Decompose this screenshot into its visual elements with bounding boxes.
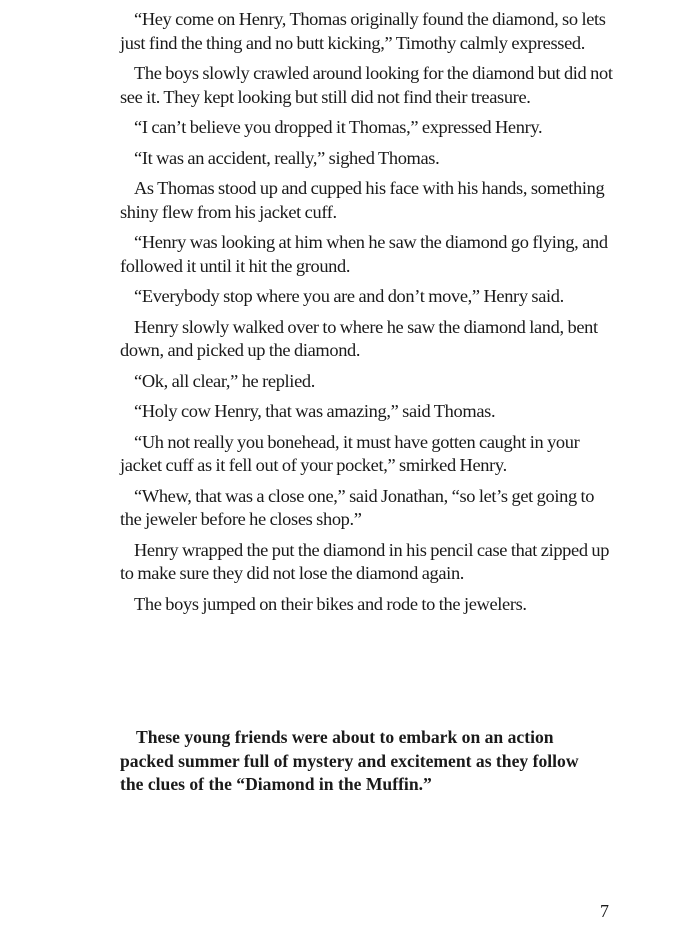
closing-blurb: These young friends were about to embark on an action packed summer full of mystery and excitement as they follow the clues of the “Diamond in the Muffin.” (120, 727, 579, 794)
story-paragraph: Henry wrapped the put the diamond in his pencil case that zipped up to make sure they did not lose the diamond again. (120, 539, 610, 583)
story-paragraph: “It was an accident, really,” sighed Thomas. (134, 147, 440, 168)
story-paragraph: “Whew, that was a close one,” said Jonathan, “so let’s get going to the jeweler before he closes shop.” (120, 485, 595, 529)
story-paragraph: As Thomas stood up and cupped his face with his hands, something shiny flew from his jacket cuff. (120, 178, 605, 222)
story-paragraph: The boys slowly crawled around looking for the diamond but did not see it. They kept looking but still did not find their treasure. (120, 63, 613, 107)
story-paragraph: The boys jumped on their bikes and rode to the jewelers. (134, 593, 527, 614)
story-paragraph: “I can’t believe you dropped it Thomas,” expressed Henry. (134, 117, 543, 137)
story-paragraph: Henry slowly walked over to where he saw the diamond land, bent down, and picked up the diamond. (120, 316, 598, 360)
story-paragraph: “Uh not really you bonehead, it must have gotten caught in your jacket cuff as it fell out of your pocket,” smirked Henry. (120, 431, 580, 475)
story-paragraph: “Henry was looking at him when he saw the diamond go flying, and followed it until it hit the ground. (120, 232, 608, 276)
story-paragraph: “Everybody stop where you are and don’t move,” Henry said. (134, 286, 564, 306)
story-text (120, 8, 615, 623)
page-number: 7 (600, 901, 609, 921)
story-paragraph: “Holy cow Henry, that was amazing,” said Thomas. (134, 401, 496, 421)
story-paragraph: “Hey come on Henry, Thomas originally found the diamond, so lets just find the thing and no butt kicking,” Timothy calmly expressed. (120, 9, 606, 53)
story-paragraph: “Ok, all clear,” he replied. (134, 370, 315, 391)
